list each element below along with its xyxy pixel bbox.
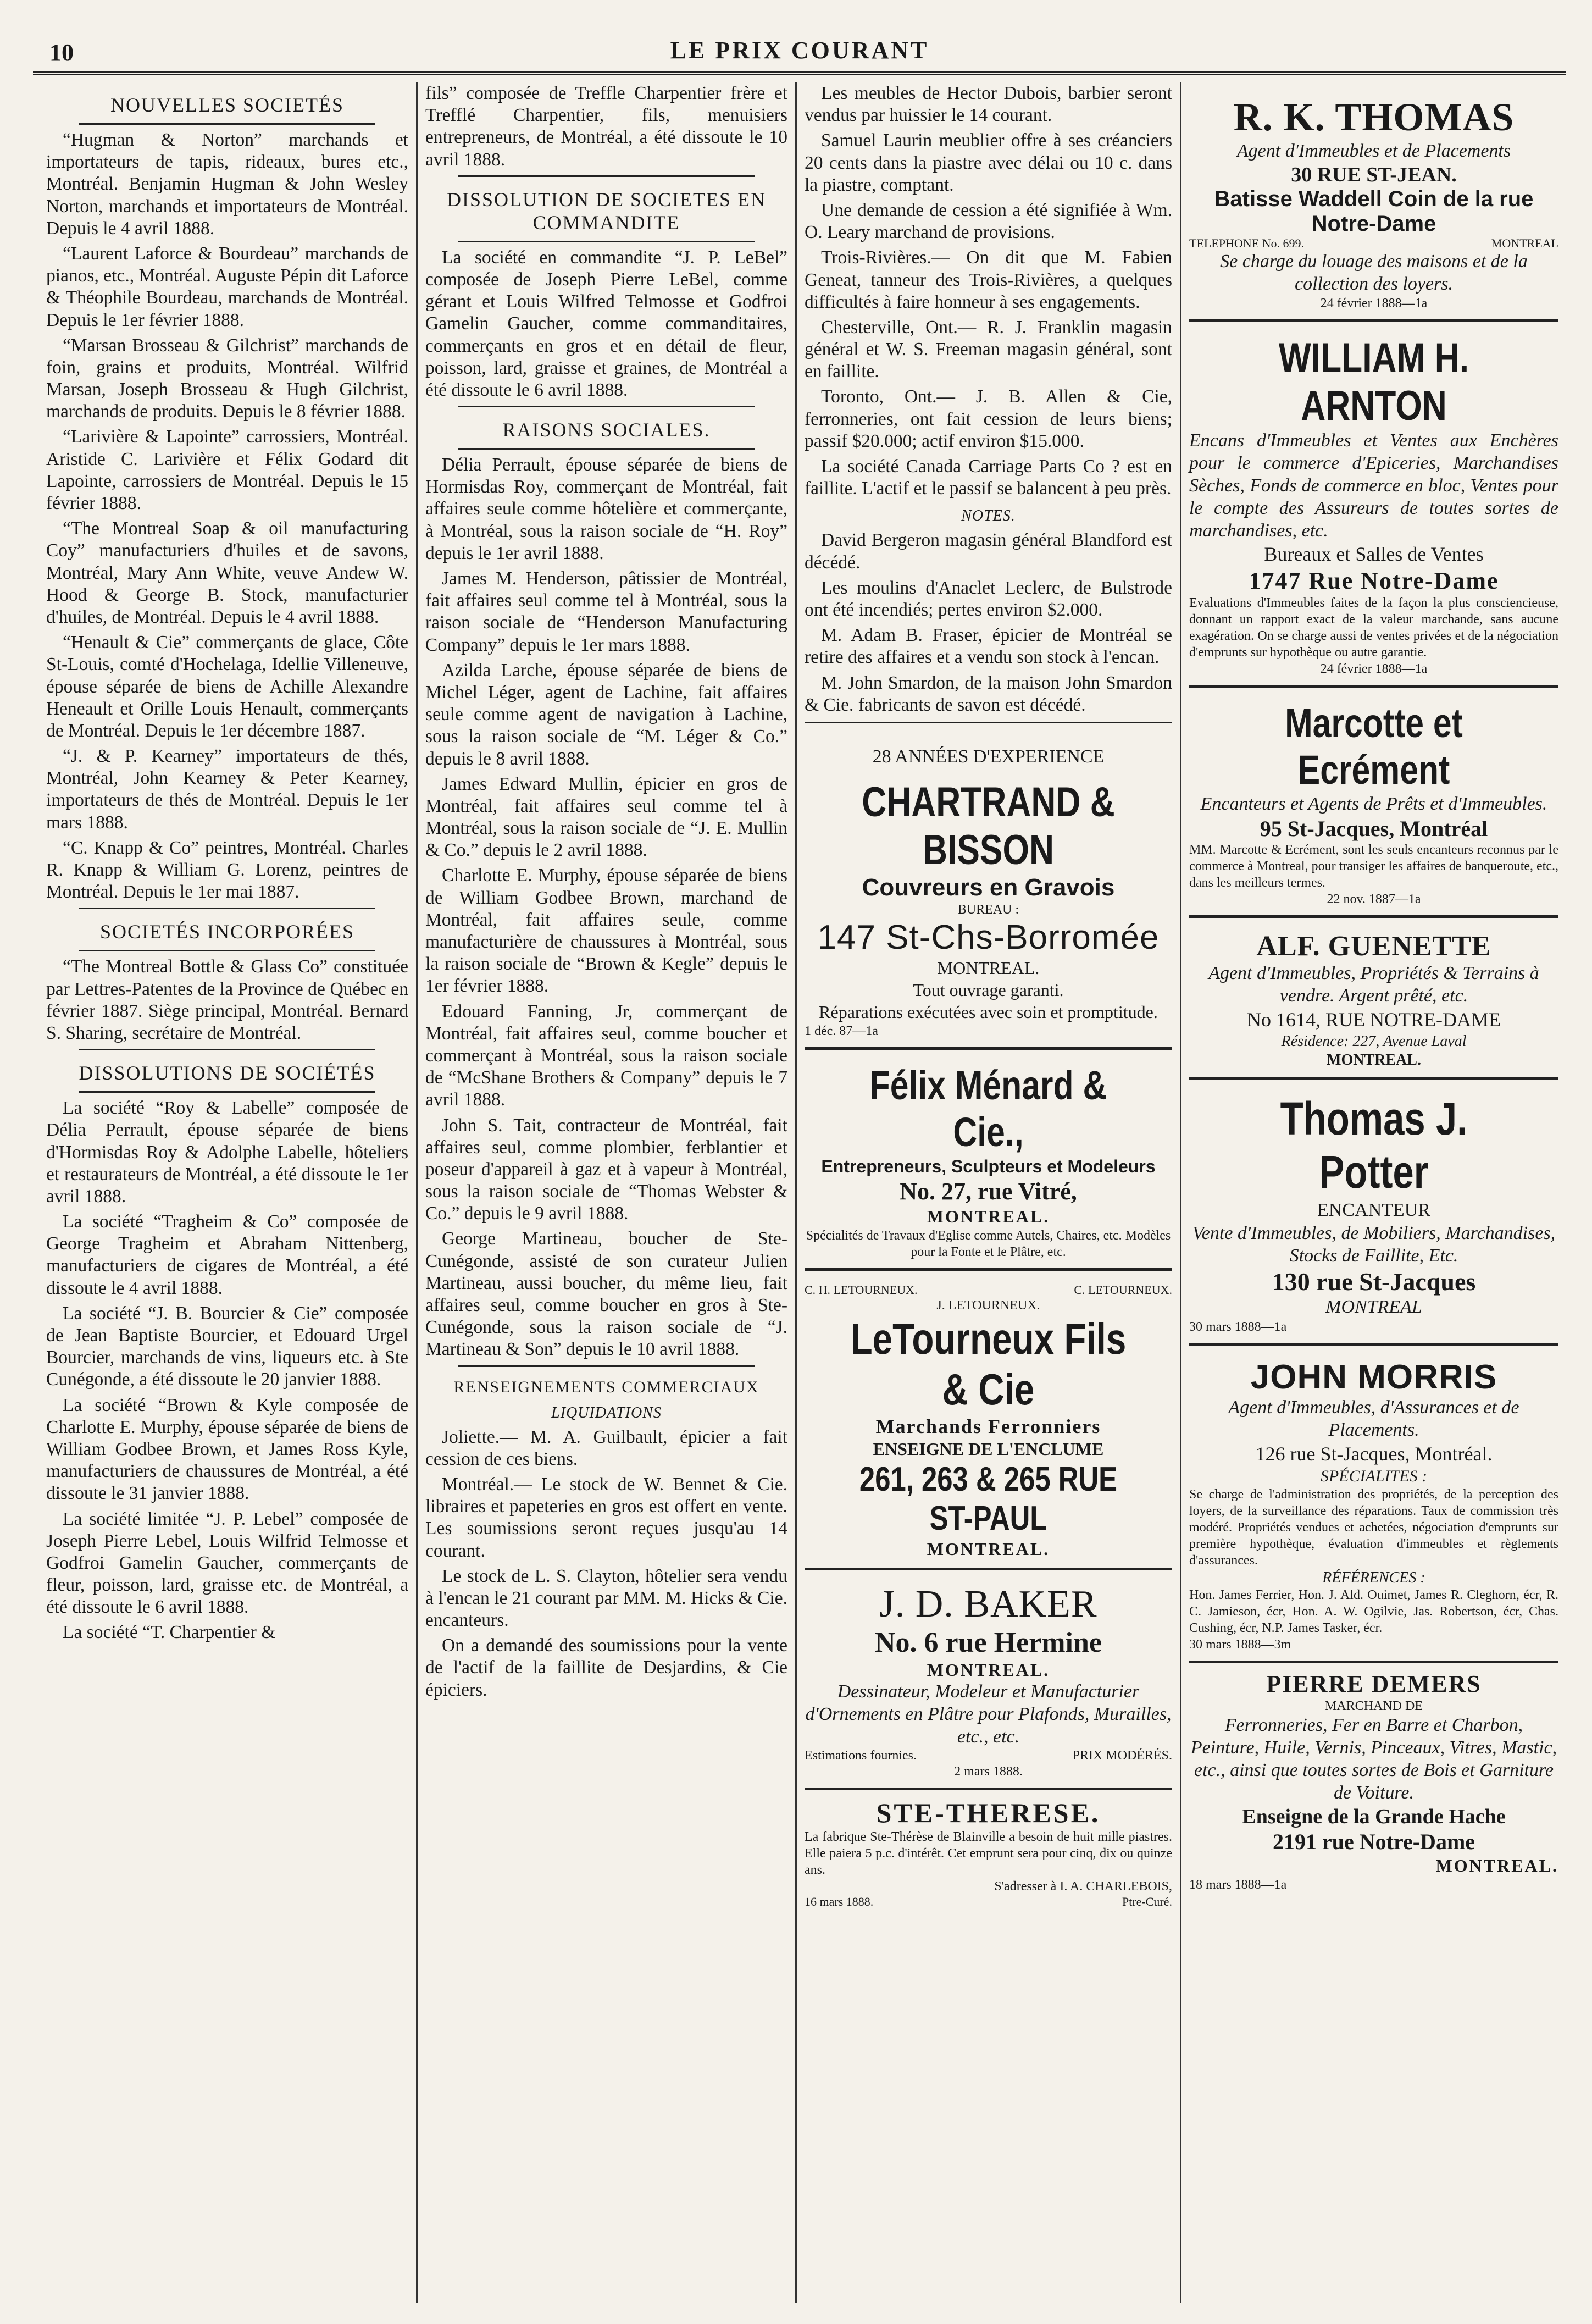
page-number: 10 [49, 39, 74, 66]
ad-estimations: Estimations fournies. [805, 1748, 917, 1763]
ad-address: No. 6 rue Hermine [874, 1627, 1102, 1659]
ad-address: No. 27, rue Vitré, [900, 1178, 1077, 1205]
dissolutions-list [46, 1097, 408, 1644]
ad-date: 1 déc. 87—1a [805, 1024, 878, 1039]
list-item: Azilda Larche, épouse séparée de biens de Michel Léger, agent de Lachine, fait affaires seule comme agent de navigation à Lachine, sous la raison sociale de “M. Léger & Co.” depuis le 8 avril 1888. [425, 660, 787, 769]
ad-address: 147 St-Chs-Borromée [817, 918, 1160, 957]
newspaper-title: LE PRIX COURANT [670, 37, 929, 64]
list-item: La société “J. B. Bourcier & Cie” composée de Jean Baptiste Bourcier, et Edouard Urgel Bourcier, marchands de vins, liqueurs etc. à Ste Cunégonde, a été dissoute le 20 janvier 1888. [46, 1303, 408, 1390]
guenette-ad [1189, 925, 1558, 1080]
list-item: La société “T. Charpentier & [63, 1622, 276, 1643]
ad-name: Thomas J. Potter [1280, 1093, 1468, 1198]
list-item: James Edward Mullin, épicier en gros de Montréal, fait affaires seul comme tel à Montréal, sous la raison sociale de “J. E. Mullin & Co.” depuis le 2 avril 1888. [425, 773, 787, 861]
list-item: John S. Tait, contracteur de Montréal, fait affaires seul, comme plombier, ferblantier et poseur d'appareil à gaz et à vapeur à Montréal, sous la raison sociale de “Thomas Webster & Co.” depuis le 9 avril 1888. [425, 1115, 787, 1224]
divider [79, 1049, 375, 1050]
ad-role: Agent d'Immeubles, d'Assurances et de Placements. [1228, 1397, 1519, 1441]
column-3 [797, 82, 1181, 2303]
ad-trade: Marchands Ferronniers [875, 1415, 1101, 1438]
list-item: Samuel Laurin meublier offre à ses créanciers 20 cents dans la piastre avec délai ou 10 c. dans la piastre, comptant. [805, 130, 1172, 195]
ad-address: 126 rue St-Jacques, Montréal. [1255, 1442, 1493, 1465]
ad-name: LeTourneux Fils & Cie [850, 1314, 1127, 1414]
ad-address: 261, 263 & 265 RUE ST-PAUL [859, 1460, 1118, 1538]
divider [79, 123, 375, 125]
divider [79, 950, 375, 951]
ad-trade: Dessinateur, Modeleur et Manufacturier d'Ornements en Plâtre pour Plafonds, Murailles, etc., etc. [805, 1681, 1172, 1747]
menard-ad [805, 1056, 1172, 1271]
ad-name: STE-THERESE. [876, 1797, 1101, 1828]
list-item: Délia Perrault, épouse séparée de biens de Hormisdas Roy, commerçant de Montréal, fait affaires seule comme hôtelière et commerçante, à Montréal, sous la raison sociale de “H. Roy” depuis le 1er avril 1888. [425, 455, 787, 563]
ad-prices: PRIX MODÉRÉS. [1072, 1748, 1172, 1763]
ad-name: ALF. GUENETTE [1256, 931, 1491, 962]
ad-repairs: Réparations exécutées avec soin et promptitude. [819, 1002, 1158, 1022]
ad-text: La fabrique Ste-Thérèse de Blainville a besoin de huit mille piastres. Elle paiera 5 p.c. d'intérêt. Cet emprunt sera pour cinq, dix ou quinze ans. [805, 1829, 1172, 1877]
divider [79, 908, 375, 909]
ad-guarantee: Tout ouvrage garanti. [913, 980, 1064, 1000]
ad-bureaux: Bureaux et Salles de Ventes [1264, 543, 1484, 566]
ad-sign: ENSEIGNE DE L'ENCLUME [873, 1439, 1104, 1459]
ad-phone: TELEPHONE No. 699. [1189, 236, 1304, 250]
ad-date: 2 mars 1888. [954, 1764, 1023, 1779]
list-item: Joliette.— M. A. Guilbault, épicier a fait cession de ces biens. [425, 1426, 787, 1469]
ad-residence: Résidence: 227, Avenue Laval [1281, 1032, 1467, 1050]
demers-ad [1189, 1670, 1558, 1893]
experience-line: 28 ANNÉES D'EXPERIENCE [872, 746, 1105, 767]
ad-name: CHARTRAND & BISSON [862, 779, 1115, 874]
list-item: James M. Henderson, pâtissier de Montréal, fait affaires seul comme tel à Montréal, sous la raison sociale de “Henderson Manufacturing Company” depuis le 1er mars 1888. [425, 568, 787, 655]
thomas-ad [1189, 89, 1558, 322]
potter-ad [1189, 1087, 1558, 1346]
ad-service: Se charge du louage des maisons et de la collection des loyers. [1220, 251, 1528, 294]
column-4 [1181, 82, 1566, 2303]
list-item: On a demandé des soumissions pour la vente de l'actif de la faillite de Desjardins, & Cie épiciers. [425, 1635, 787, 1700]
column-2 [418, 82, 797, 2303]
divider [79, 1091, 375, 1093]
list-item: La société Canada Carriage Parts Co ? est en faillite. L'actif et le passif se balancent à peu près. [805, 456, 1172, 499]
chartrand-ad [805, 730, 1172, 1050]
ad-text: Encans d'Immeubles et Ventes aux Enchères pour le commerce d'Epiceries, Marchandises Sèches, Fonds de commerce en bloc, Ventes pour le compte des Assureurs de toutes sortes de marchandises, etc. [1189, 430, 1558, 541]
ad-role: Agent d'Immeubles, Propriétés & Terrains à vendre. Argent prêté, etc. [1208, 963, 1539, 1006]
list-item: La société en commandite “J. P. LeBel” composée de Joseph Pierre LeBel, comme gérant et Louis Wilfred Telmosse et Godfroi Gamelin Gaucher, comme commanditaires, commerçants en gros et en détail de fleur, poisson, lard, graisse et graines, de Montréal a été dissoute le 6 avril 1888. [425, 247, 787, 400]
phone-row [1189, 236, 1558, 251]
divider [458, 1365, 755, 1367]
list-item: Charlotte E. Murphy, épouse séparée de biens de William Godbee Brown, marchand de Montréal, fait affaires seule, comme manufacturière de chaussures à Montréal, sous la raison sociale de “Brown & Kegle” depuis le 1er février 1888. [425, 865, 787, 997]
specialties-heading: SPÉCIALITES : [1320, 1467, 1428, 1485]
ad-specialty: Spécialités de Travaux d'Eglise comme Autels, Chaires, etc. Modèles pour la Fonte et le Plâtre, etc. [806, 1229, 1171, 1260]
commandite-heading: DISSOLUTION DE SOCIETES EN COMMANDITE [447, 188, 766, 234]
ad-city: MONTREAL. [927, 1660, 1050, 1680]
renseignements-heading: RENSEIGNEMENTS COMMERCIAUX [453, 1377, 759, 1396]
estimation-row [805, 1748, 1172, 1763]
list-item: “Laurent Laforce & Bourdeau” marchands de pianos, etc., Montréal. Auguste Pépin dit Laforce & Théophile Bourdeau, marchands de Montréal. Depuis le 1er février 1888. [46, 243, 408, 330]
nouvelles-heading: NOUVELLES SOCIETÉS [110, 94, 344, 116]
list-item: Toronto, Ont.— J. B. Allen & Cie, ferronneries, ont fait cession de leurs biens; passif $20.000; actif environ $15.000. [805, 386, 1172, 451]
list-item: La société “Tragheim & Co” composée de George Tragheim et Abraham Nittenberg, manufacturiers de cigares de Montréal, a été dissoute le 4 avril 1888. [46, 1211, 408, 1298]
list-item: M. Adam B. Fraser, épicier de Montréal se retire des affaires et a vendu son stock à l'encan. [805, 625, 1172, 668]
divider [805, 722, 1172, 723]
list-item: Le stock de L. S. Clayton, hôtelier sera vendu à l'encan le 21 courant par MM. M. Hicks & Cie. encanteurs. [425, 1565, 787, 1631]
morris-ad [1189, 1352, 1558, 1663]
list-item: “The Montreal Soap & oil manufacturing Coy” manufacturiers d'huiles et de savons, Montréal, Mary Ann White, veuve Andew W. Hood & George B. Stock, manufacturier d'huiles, de Montréal. Depuis le 4 avril 1888. [46, 518, 408, 627]
signature-row [805, 1895, 1172, 1909]
ad-specialties: Se charge de l'administration des propriétés, de la perception des loyers, de la surveillance des réparations. Taux de commission très modéré. Propriétés vendues et achetées, négociation d'emprunts sur première hypothèque, évaluation d'immeubles et règlements d'assurances. [1189, 1487, 1558, 1568]
list-item: “Hugman & Norton” marchands et importateurs de tapis, rideaux, bures etc., Montréal. Benjamin Hugman & John Wesley Norton, marchands et importateurs de Montréal. Depuis le 4 avril 1888. [46, 130, 408, 239]
column-1 [38, 82, 418, 2303]
list-item: Trois-Rivières.— On dit que M. Fabien Geneat, tanneur des Trois-Rivières, a quelques difficultés à faire honneur à ses engagements. [805, 247, 1172, 312]
list-item: “Larivière & Lapointe” carrossiers, Montréal. Aristide C. Larivière et Félix Godard dit Lapointe, carrossiers de Montréal. Depuis le 15 février 1888. [46, 427, 408, 513]
liquidations-list [425, 1426, 787, 1701]
ad-city: MONTREAL. [927, 1539, 1050, 1559]
arnton-ad [1189, 329, 1558, 688]
references-heading: RÉFÉRENCES : [1322, 1569, 1425, 1586]
list-item: “Henault & Cie” commerçants de glace, Côte St-Louis, comté d'Hochelaga, Idellie Villeneuve, épouse séparée de biens de Achille Alexandre Heneault et Orille Louis Henault, commerçants de Montréal. Depuis le 1er décembre 1887. [46, 632, 408, 741]
ad-city: MONTREAL [1325, 1297, 1422, 1318]
ad-date: 30 mars 1888—3m [1189, 1637, 1291, 1652]
ad-trade: Couvreurs en Gravois [862, 874, 1115, 901]
ad-city: MONTREAL. [927, 1207, 1050, 1227]
ad-city: MONTREAL. [1327, 1052, 1421, 1069]
list-item: Les meubles de Hector Dubois, barbier seront vendus par huissier le 14 courant. [805, 83, 1172, 126]
ad-text: MM. Marcotte & Ecrément, sont les seuls encanteurs reconnus par le commerce à Montreal, pour transiger les affaires de banqueroute, etc., dans les meilleurs termes. [1189, 843, 1558, 890]
ad-role: Ptre-Curé. [1122, 1894, 1172, 1908]
ad-address: 95 St-Jacques, Montréal [1260, 816, 1488, 842]
list-item: Montréal.— Le stock de W. Bennet & Cie. libraires et papeteries en gros est offert en vente. Les soumissions seront reçues jusqu'au 14 courant. [425, 1474, 787, 1561]
ad-contact: S'adresser à I. A. CHARLEBOIS, [994, 1879, 1172, 1894]
divider [458, 175, 755, 177]
ad-building: Batisse Waddell Coin de la rue Notre-Dame [1214, 186, 1534, 236]
ad-name: Félix Ménard & Cie., [869, 1063, 1107, 1155]
marcotte-ad [1189, 694, 1558, 918]
ad-role: ENCANTEUR [1317, 1200, 1430, 1221]
notes-list [805, 529, 1172, 716]
list-item: La société “Brown & Kyle composée de Charlotte E. Murphy, épouse séparée de biens de William Godbee Brown, et James Ross Kyle, manufacturiers de chaussures de Montréal, a été dissoute le 31 janvier 1888. [46, 1395, 408, 1504]
partner-name: J. LETOURNEUX. [936, 1298, 1040, 1313]
ad-role: Agent d'Immeubles et de Placements [1236, 141, 1511, 161]
list-item: Les moulins d'Anaclet Leclerc, de Bulstrode ont été incendiés; pertes environ $2.000. [805, 577, 1172, 620]
page-header [33, 33, 1566, 75]
commercial-items [805, 82, 1172, 500]
letourneux-ad [805, 1277, 1172, 1570]
liquidations-heading: LIQUIDATIONS [551, 1404, 662, 1421]
therese-ad [805, 1797, 1172, 1909]
ad-name: WILLIAM H. ARNTON [1278, 335, 1469, 430]
divider [458, 448, 755, 450]
list-item: Edouard Fanning, Jr, commerçant de Montréal, fait affaires seul, comme boucher et commerçant à Montréal, sous la raison sociale de “McShane Brothers & Company” depuis le 7 avril 1888. [425, 1001, 787, 1110]
ad-date: 24 février 1888—1a [1320, 662, 1428, 677]
ad-date: 30 mars 1888—1a [1189, 1320, 1287, 1335]
list-item: La société “Roy & Labelle” composée de Délia Perrault, épouse séparée de biens d'Hormisdas Roy & Adolphe Labelle, hôteliers et restaurateurs de Montréal, a été dissoute le 1er avril 1888. [46, 1098, 408, 1207]
ad-date: 22 nov. 1887—1a [1327, 892, 1421, 907]
incorporees-heading: SOCIETÉS INCORPORÉES [99, 921, 355, 943]
list-item: “C. Knapp & Co” peintres, Montréal. Charles R. Knapp & William G. Lorenz, peintres de Montréal. Depuis le 1er mai 1887. [46, 837, 408, 903]
dissolutions-heading: DISSOLUTIONS DE SOCIÉTÉS [79, 1062, 376, 1084]
ad-name: PIERRE DEMERS [1266, 1670, 1482, 1698]
ad-city: MONTREAL. [1435, 1855, 1558, 1875]
ad-address: 130 rue St-Jacques [1272, 1268, 1476, 1296]
notes-heading: NOTES. [961, 507, 1016, 525]
ad-bureau: BUREAU : [957, 903, 1019, 917]
divider [458, 406, 755, 407]
partners-row [805, 1283, 1172, 1297]
list-item: “Marsan Brosseau & Gilchrist” marchands de foin, grains et produits, Montréal. Wilfrid Marsan, Joseph Brosseau & Hugh Gilchrist, marchands de produits. Depuis le 8 février 1888. [46, 335, 408, 422]
ad-references: Hon. James Ferrier, Hon. J. Ald. Ouimet, James R. Cleghorn, écr, R. C. Jamieson, écr, Hon. A. W. Ogilvie, Jas. Robertson, écr, Chas. Cushing, écr, N.P. James Tasker, écr. [1189, 1588, 1558, 1636]
list-item: Une demande de cession a été signifiée à Wm. O. Leary marchand de provisions. [805, 200, 1172, 243]
nouvelles-list [46, 129, 408, 903]
ad-name: J. D. BAKER [879, 1583, 1097, 1626]
ad-address: 1747 Rue Notre-Dame [1249, 567, 1499, 595]
ad-name: R. K. THOMAS [1233, 95, 1515, 139]
ad-role: Encanteurs et Agents de Prêts et d'Immeubles. [1200, 794, 1547, 815]
ad-date: 24 février 1888—1a [1320, 296, 1428, 311]
list-item: Chesterville, Ont.— R. J. Franklin magasin général et W. S. Freeman magasin général, sont en faillite. [805, 317, 1172, 382]
ad-address: 2191 rue Notre-Dame [1272, 1829, 1475, 1854]
continued-entry: fils” composée de Treffle Charpentier frère et Trefflé Charpentier, fils, menuisiers entrepreneurs, de Montréal, a été dissoute le 10 avril 1888. [425, 83, 787, 170]
columns [38, 82, 1566, 2303]
ad-address: 30 RUE ST-JEAN. [1291, 163, 1457, 186]
ad-date: 18 mars 1888—1a [1189, 1877, 1287, 1892]
ad-text: Vente d'Immeubles, de Mobiliers, Marchandises, Stocks de Faillite, Etc. [1192, 1222, 1556, 1266]
list-item: “J. & P. Kearney” importateurs de thés, Montréal, John Kearney & Peter Kearney, importateurs de thés de Montréal. Depuis le 1er mars 1888. [46, 746, 408, 833]
list-item: “The Montreal Bottle & Glass Co” constituée par Lettres-Patentes de la Province de Québec en février 1887. Siège principal, Montréal. Bernard S. Sharing, secrétaire de Montréal. [46, 956, 408, 1043]
list-item: M. John Smardon, de la maison John Smardon & Cie. fabricants de savon est décédé. [805, 672, 1172, 715]
list-item: David Bergeron magasin général Blandford est décédé. [805, 530, 1172, 573]
ad-city: MONTREAL. [937, 958, 1040, 978]
ad-name: JOHN MORRIS [1250, 1358, 1497, 1397]
ad-text: Ferronneries, Fer en Barre et Charbon, Peinture, Huile, Vernis, Pinceaux, Vitres, Mastic, etc., ainsi que toutes sortes de Bois et Garniture de Voiture. [1190, 1715, 1557, 1803]
ad-date: 16 mars 1888. [805, 1894, 874, 1908]
list-item: La société limitée “J. P. Lebel” composée de Joseph Pierre Lebel, Louis Wilfrid Telmosse et Godfroi Gamelin Gaucher, commerçants de fleur, poisson, lard, graisse etc. de Montréal, a été dissoute le 6 avril 1888. [46, 1508, 408, 1618]
raisons-heading: RAISONS SOCIALES. [502, 419, 711, 441]
ad-trade: Entrepreneurs, Sculpteurs et Modeleurs [821, 1157, 1156, 1177]
partner-name: C. H. LETOURNEUX. [805, 1283, 918, 1297]
ad-city: MONTREAL [1491, 236, 1558, 250]
ad-name: Marcotte et Ecrément [1285, 700, 1463, 793]
divider [458, 241, 755, 242]
raisons-list [425, 454, 787, 1361]
ad-details: Evaluations d'Immeubles faites de la façon la plus consciencieuse, donnant un rapport exact de la valeur marchande, sans aucune exagération. On se charge aussi de ventes privées et de la négociation d'emprunts sur hypothèque ou autre garantie. [1189, 596, 1558, 660]
list-item: George Martineau, boucher de Ste-Cunégonde, assisté de son curateur Julien Martineau, aussi boucher, du même lieu, fait affaires seul, comme boucher en gros à Ste-Cunégonde, sous la raison sociale de “J. Martineau & Son” depuis le 10 avril 1888. [425, 1229, 787, 1360]
ad-role: MARCHAND DE [1324, 1699, 1423, 1714]
ad-address: No 1614, RUE NOTRE-DAME [1247, 1008, 1501, 1031]
partner-name: C. LETOURNEUX. [1074, 1283, 1172, 1297]
ad-sign: Enseigne de la Grande Hache [1242, 1805, 1506, 1828]
baker-ad [805, 1577, 1172, 1790]
